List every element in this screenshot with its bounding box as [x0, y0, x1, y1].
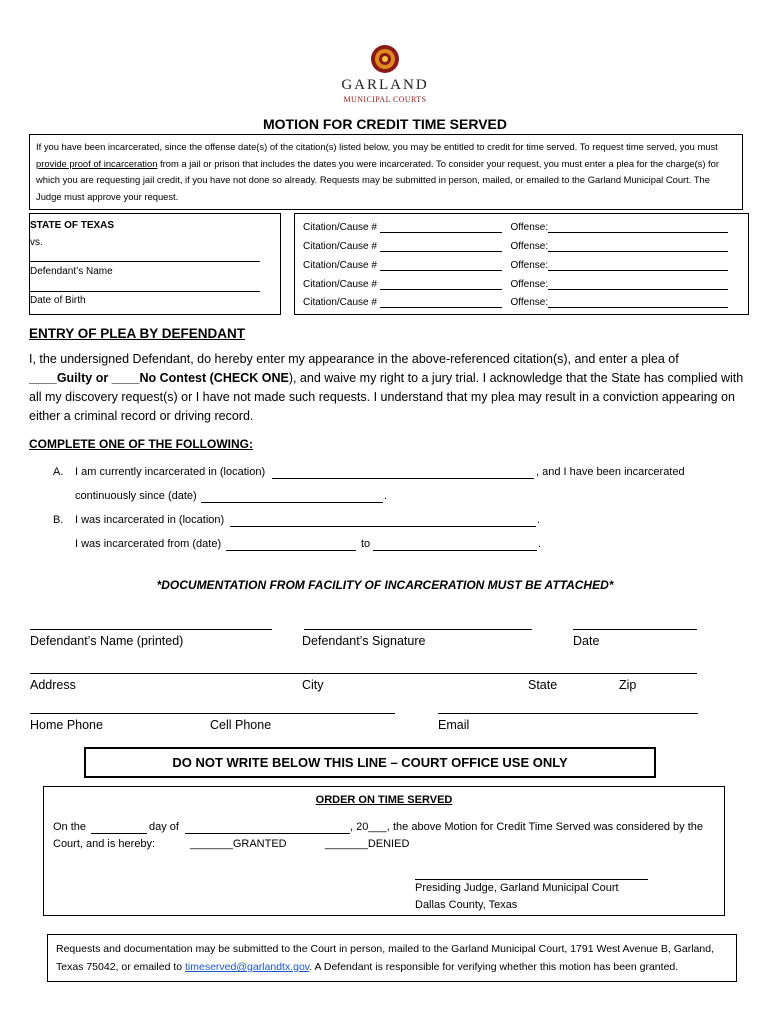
name-printed-label: Defendant’s Name (printed)	[30, 634, 184, 648]
judge-signature-line[interactable]	[415, 879, 648, 880]
period: .	[538, 538, 542, 550]
address-line[interactable]	[30, 673, 697, 674]
considered-text: the above Motion for Credit Time Served was considered by the	[393, 821, 703, 833]
signature-line[interactable]	[304, 629, 532, 630]
defendant-name-line[interactable]	[30, 261, 260, 262]
office-use-banner: DO NOT WRITE BELOW THIS LINE – COURT OFFICE USE ONLY	[84, 747, 656, 778]
denied-option[interactable]: _______DENIED	[325, 838, 410, 850]
option-a-text-2: , and I have been incarcerated	[536, 466, 685, 478]
court-logo	[332, 44, 438, 104]
citation-row	[303, 279, 728, 290]
guilty-blank: ____	[29, 371, 57, 385]
intro-part-2: from a jail or prison that includes the dates you were incarcerated. To consider your request, you must enter a plea for the charge(s) for which you are requesting jail credit, if you have not done so already. Requests may be submitted in person, mailed, or emailed to the Garland Municipal Court. The Judge must approve your request.	[36, 157, 719, 202]
incarcerated-from-input[interactable]	[226, 550, 356, 551]
period: .	[537, 514, 541, 526]
name-printed-line[interactable]	[30, 629, 272, 630]
city-seal-icon	[370, 44, 400, 74]
plea-text	[29, 350, 744, 426]
offense-label: Offense:	[510, 222, 549, 233]
citation-row	[303, 222, 728, 233]
zip-label: Zip	[619, 678, 637, 692]
citation-row	[303, 297, 728, 308]
county-label: Dallas County, Texas	[415, 899, 518, 911]
offense-label: Offense:	[510, 297, 549, 308]
citation-input[interactable]	[380, 241, 502, 252]
footer-text-2: . A Defendant is responsible for verifying whether this motion has been granted.	[309, 961, 679, 973]
citation-label: Citation/Cause #	[303, 297, 377, 308]
plea-line-1: I, the undersigned Defendant, do hereby enter my appearance in the above-referenced citation(s), and enter a plea of	[29, 352, 679, 366]
no-contest-option[interactable]	[112, 371, 289, 385]
on-the-label: On the	[53, 821, 87, 833]
year-label: , 20___,	[350, 821, 390, 833]
no-contest-label: No Contest (CHECK ONE	[139, 371, 289, 385]
phone-line[interactable]	[30, 713, 395, 714]
citation-label: Citation/Cause #	[303, 241, 377, 252]
day-of-label: day of	[149, 821, 179, 833]
granted-option[interactable]: _______GRANTED	[190, 838, 287, 850]
offense-input[interactable]	[548, 222, 728, 233]
footer-note	[47, 934, 737, 982]
email-label: Email	[438, 718, 470, 732]
day-input[interactable]	[91, 833, 147, 834]
guilty-label: Guilty or	[56, 371, 112, 385]
option-a-text: I am currently incarcerated in (location)	[75, 466, 266, 478]
page-title: MOTION FOR CREDIT TIME SERVED	[263, 116, 507, 132]
logo-subtitle: MUNICIPAL COURTS	[343, 95, 427, 104]
citation-label: Citation/Cause #	[303, 279, 377, 290]
option-b-from-label: I was incarcerated from (date)	[75, 538, 222, 550]
home-phone-label: Home Phone	[30, 718, 103, 732]
plea-line-2: ), and waive my right to a jury trial. I acknowledge that the State has complied with all my discovery request(s) or I have not made such requests. I understand that my plea may result in a conviction appearing on either a criminal record or driving record.	[29, 371, 744, 423]
address-label: Address	[30, 678, 76, 692]
intro-part-1: If you have been incarcerated, since the offense date(s) of the citation(s) listed below, you may be entitled to credit for time served. To request time served, you must	[36, 141, 718, 152]
citation-row	[303, 260, 728, 271]
order-heading: ORDER ON TIME SERVED	[315, 794, 453, 806]
citation-input[interactable]	[380, 222, 502, 233]
cell-phone-label: Cell Phone	[210, 718, 272, 732]
citation-input[interactable]	[380, 297, 502, 308]
email-link[interactable]: timeserved@garlandtx.gov	[185, 961, 310, 973]
defendant-name-label: Defendant’s Name	[30, 266, 113, 277]
incarcerated-location-input[interactable]	[272, 478, 534, 479]
documentation-note: *DOCUMENTATION FROM FACILITY OF INCARCERATION MUST BE ATTACHED*	[156, 578, 614, 592]
court-hereby-label: Court, and is hereby:	[53, 838, 156, 850]
city-label: City	[302, 678, 324, 692]
plea-heading: ENTRY OF PLEA BY DEFENDANT	[29, 326, 246, 341]
citation-input[interactable]	[380, 279, 502, 290]
date-line[interactable]	[573, 629, 697, 630]
citation-label: Citation/Cause #	[303, 260, 377, 271]
offense-input[interactable]	[548, 260, 728, 271]
guilty-option[interactable]	[29, 371, 112, 385]
intro-text	[29, 134, 743, 210]
was-incarcerated-location-input[interactable]	[230, 526, 536, 527]
citation-row	[303, 241, 728, 252]
offense-input[interactable]	[548, 279, 728, 290]
intro-underline: provide proof of incarceration	[36, 157, 158, 169]
option-a-letter: A.	[53, 466, 64, 478]
footer-text-1: Requests and documentation may be submitted to the Court in person, mailed to the Garland Municipal Court, 1791 West Avenue B, Garland, Texas 75042, or emailed to	[56, 943, 714, 973]
date-label: Date	[573, 634, 600, 648]
dob-line[interactable]	[30, 291, 260, 292]
citations-box	[294, 213, 749, 315]
state-label: State	[528, 678, 558, 692]
period: .	[384, 490, 388, 502]
vs-label: vs.	[30, 237, 43, 248]
option-b-letter: B.	[53, 514, 64, 526]
no-contest-blank: ____	[111, 371, 140, 385]
citation-input[interactable]	[380, 260, 502, 271]
defendant-box	[29, 213, 281, 315]
to-label: to	[361, 538, 371, 550]
email-line[interactable]	[438, 713, 698, 714]
signature-label: Defendant’s Signature	[302, 634, 426, 648]
offense-label: Offense:	[510, 241, 549, 252]
judge-label: Presiding Judge, Garland Municipal Court	[415, 882, 619, 894]
dob-label: Date of Birth	[30, 295, 86, 306]
option-a-since-label: continuously since (date)	[75, 490, 197, 502]
order-box	[43, 786, 725, 916]
citation-label: Citation/Cause #	[303, 222, 377, 233]
offense-label: Offense:	[510, 279, 549, 290]
month-input[interactable]	[185, 833, 350, 834]
state-label: STATE OF TEXAS	[30, 220, 115, 231]
incarcerated-since-input[interactable]	[201, 502, 383, 503]
logo-name: GARLAND	[341, 77, 429, 93]
offense-input[interactable]	[548, 297, 728, 308]
incarcerated-to-input[interactable]	[373, 550, 537, 551]
offense-input[interactable]	[548, 241, 728, 252]
offense-label: Offense:	[510, 260, 549, 271]
option-b-text: I was incarcerated in (location)	[75, 514, 225, 526]
complete-heading: COMPLETE ONE OF THE FOLLOWING:	[29, 437, 253, 451]
